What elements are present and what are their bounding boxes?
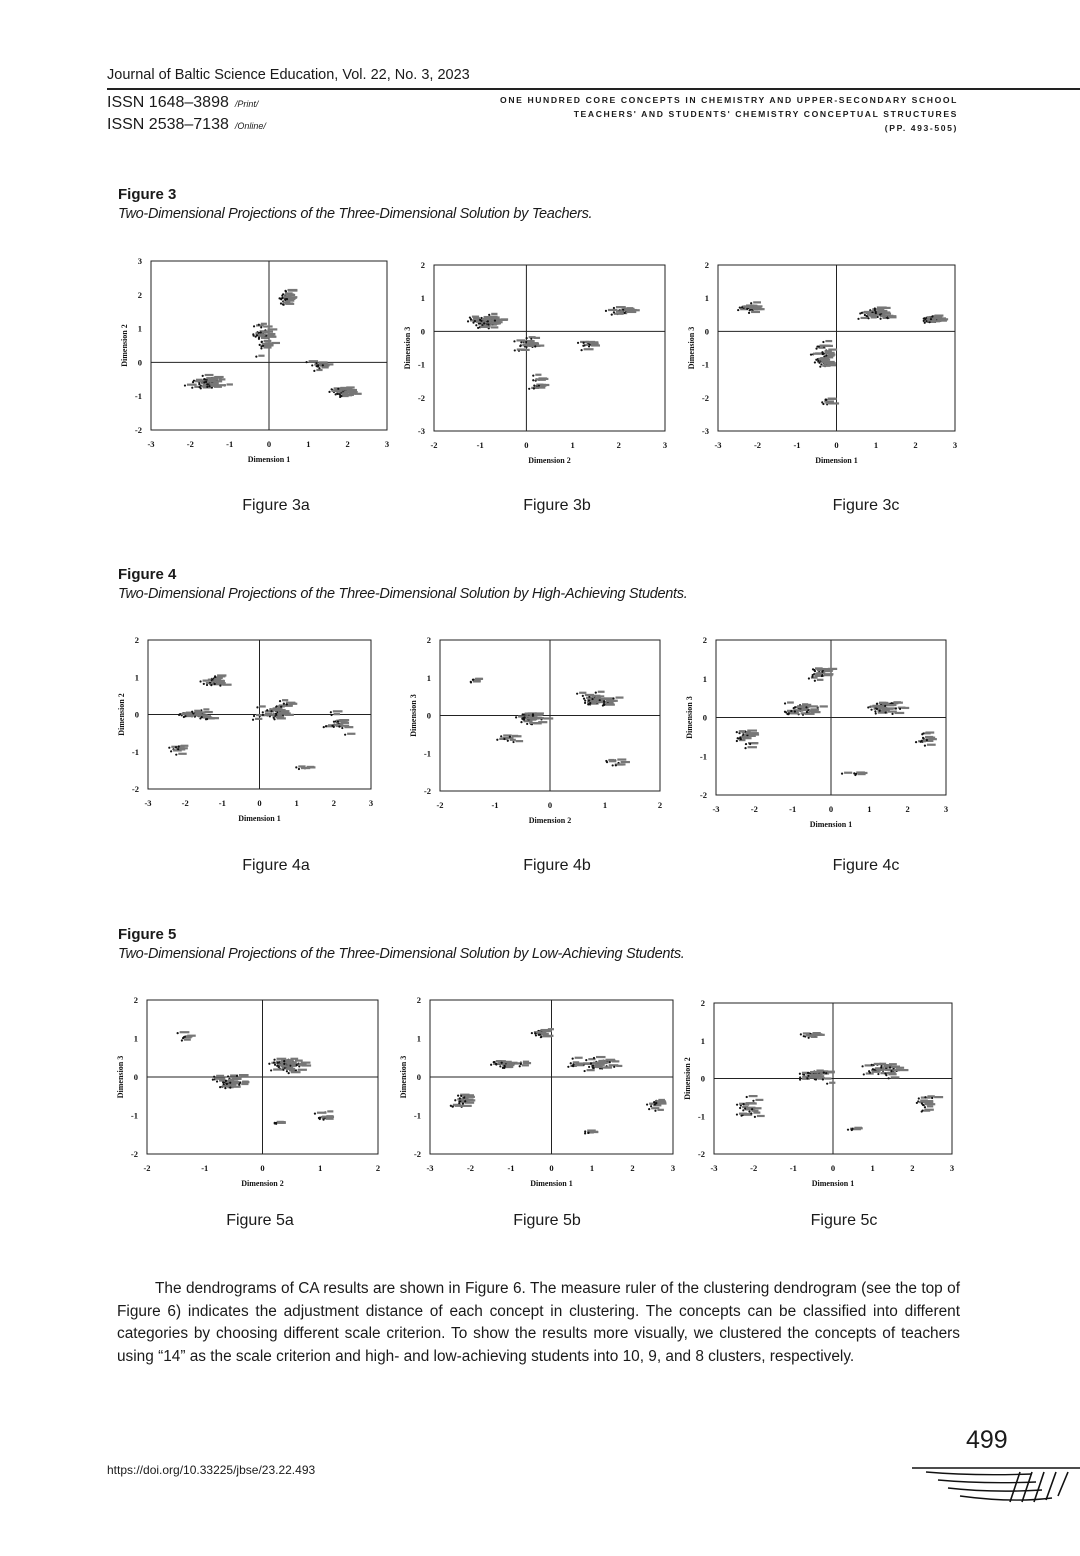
y-tick-label: -1 [423,748,431,759]
y-tick-label: 1 [700,1035,705,1046]
scatter-point [800,1033,802,1035]
x-tick-label: 3 [670,1163,676,1173]
running-title-line-2: TEACHERS' AND STUDENTS' CHEMISTRY CONCEPTUAL STRUCTURES [573,109,958,119]
y-tick-label: -2 [701,392,709,403]
y-tick-label: -1 [130,1110,138,1121]
point-label-mark [739,1113,747,1115]
figure-4-subtitle: Two-Dimensional Projections of the Three-Dimensional Solution by High-Achieving Students. [118,586,688,602]
scatter-point [736,1104,738,1106]
running-title-pages: (PP. 493-505) [884,123,958,133]
y-tick-label: 1 [134,672,139,683]
scatter-point [799,1076,801,1078]
y-axis-label: Dimension 3 [116,1055,125,1099]
point-label-mark [746,1102,756,1104]
scatter-point [736,1113,738,1115]
x-axis-label: Dimension 1 [815,456,858,465]
y-axis-label: Dimension 3 [403,326,412,370]
y-tick-label: -3 [417,426,425,436]
x-axis-label: Dimension 2 [528,816,572,825]
y-tick-label: -1 [134,391,142,402]
x-tick-label: -3 [712,804,720,814]
x-tick-label: 0 [834,440,839,450]
y-axis-label: Dimension 2 [683,1057,692,1100]
x-tick-label: 2 [630,1163,635,1173]
doi-link[interactable]: https://doi.org/10.33225/jbse/23.22.493 [107,1463,316,1477]
y-tick-label: 2 [133,995,138,1005]
figure-4c-caption: Figure 4c [832,857,900,874]
scatter-point [822,1078,824,1080]
scatter-point [890,1070,892,1072]
point-label-mark [757,1115,765,1117]
scatter-point [748,1111,750,1113]
scatter-point [823,1071,825,1073]
scatter-point [863,1073,865,1075]
y-tick-label: 1 [133,1033,138,1044]
scatter-point [885,1074,887,1076]
scatter-point [752,1100,754,1102]
x-tick-label: 3 [943,804,949,814]
y-tick-label: -1 [697,1111,705,1122]
x-tick-label: -1 [789,1163,797,1173]
y-tick-label: 0 [416,1072,421,1082]
point-label-mark [899,1069,909,1071]
y-tick-label: -2 [423,786,431,796]
y-tick-label: -2 [413,1149,421,1159]
figure-3-title: Figure 3 [118,186,177,203]
x-axis-label: Dimension 1 [809,820,853,829]
y-tick-label: 0 [700,1073,705,1084]
x-tick-label: 0 [524,440,529,450]
scatter-point [921,1110,923,1112]
x-tick-label: 1 [873,440,879,450]
point-label-mark [884,1064,893,1066]
x-tick-label: 1 [870,1163,875,1173]
y-axis-label: Dimension 2 [117,693,126,736]
x-axis-label: Dimension 1 [530,1179,573,1188]
x-tick-label: -2 [466,1163,475,1173]
x-tick-label: 0 [828,804,834,814]
issn-print-number: ISSN 1648–3898 [107,94,229,111]
scatter-point [754,1116,756,1118]
scatter-point [744,1108,746,1110]
scatter-point [826,1083,828,1085]
x-tick-label: 0 [547,800,553,810]
scatter-point [807,1075,809,1077]
x-tick-label: 1 [867,804,872,814]
x-tick-label: 1 [602,800,608,810]
x-tick-label: -1 [507,1163,515,1173]
y-tick-label: 2 [420,260,425,270]
point-label-mark [810,1071,819,1073]
x-tick-label: 2 [375,1163,381,1173]
x-tick-label: -1 [201,1163,209,1173]
scatter-point [847,1129,849,1131]
x-tick-label: 3 [368,798,374,808]
scatter-point [808,1037,810,1039]
issn-print-suffix: /Print/ [234,99,259,109]
point-label-mark [749,1095,758,1097]
x-tick-label: 2 [616,440,621,450]
point-label-mark [825,1077,832,1079]
x-tick-label: 1 [318,1163,323,1173]
y-tick-label: 2 [700,998,705,1008]
figure-3a-caption: Figure 3a [242,497,310,514]
scatter-point [799,1079,801,1081]
scatter-point [803,1035,805,1037]
x-tick-label: 2 [905,804,910,814]
x-tick-label: -2 [186,439,194,449]
point-label-mark [810,1076,819,1078]
y-tick-label: -2 [131,784,139,794]
figure-5a-caption: Figure 5a [226,1212,294,1229]
y-axis-label: Dimension 2 [120,324,129,367]
body-paragraph [117,1278,960,1369]
y-axis-label: Dimension 3 [399,1055,408,1099]
x-tick-label: -2 [750,804,758,814]
page-number: 499 [966,1426,1008,1454]
scatter-point [918,1097,920,1099]
point-label-mark [754,1107,761,1109]
x-tick-label: 1 [294,798,299,808]
x-tick-label: 1 [570,440,575,450]
scatter-point [746,1096,748,1098]
y-tick-label: 0 [426,710,431,721]
x-axis-label: Dimension 1 [811,1179,855,1188]
figure-4a-caption: Figure 4a [242,857,310,874]
scatter-point [871,1064,873,1066]
x-tick-label: 0 [266,439,272,449]
x-tick-label: -2 [143,1163,151,1173]
point-label-mark [927,1105,933,1107]
x-tick-label: -2 [750,1163,758,1173]
figure-5-subtitle: Two-Dimensional Projections of the Three-Dimensional Solution by Low-Achieving Students. [118,946,685,962]
y-tick-label: -1 [417,359,425,370]
point-label-mark [812,1032,820,1034]
x-tick-label: -3 [710,1163,718,1173]
scatter-point [739,1107,741,1109]
x-tick-label: 0 [260,1163,265,1173]
body-paragraph-text: The dendrograms of CA results are shown in Figure 6. The measure ruler of the clustering dendrogram (see the top of Figure 6) indicates the adjustment distance of each concept in clustering. The concepts can be classified into different categories by choosing different scale criterion. To show the results more visually, we clustered the concepts of teachers using “14” as the scale criterion and high- and low-achieving students into 10, 9, and 8 clusters, respectively. [117,1280,960,1366]
scatter-point [888,1077,890,1079]
y-tick-label: -3 [701,426,709,436]
y-tick-label: 3 [137,256,142,266]
x-tick-label: 1 [306,439,311,449]
y-tick-label: 2 [134,635,139,645]
point-label-mark [888,1073,896,1075]
scatter-point [931,1097,933,1099]
x-axis-label: Dimension 2 [528,456,571,465]
y-axis-label: Dimension 3 [685,696,694,739]
y-tick-label: 1 [702,673,707,684]
journal-title: Journal of Baltic Science Education, Vol. 22, No. 3, 2023 [107,67,470,83]
figure-5c-caption: Figure 5c [810,1212,878,1229]
issn-online-suffix: /Online/ [234,121,266,131]
x-tick-label: -3 [147,439,155,449]
x-tick-label: -3 [426,1163,434,1173]
y-tick-label: 0 [704,326,709,337]
scatter-point [921,1102,923,1104]
x-tick-label: -2 [436,800,444,810]
scatter-point [880,1065,882,1067]
y-tick-label: 0 [420,326,425,337]
y-tick-label: 2 [137,289,142,300]
y-tick-label: 2 [416,995,421,1005]
x-tick-label: -2 [753,440,762,450]
point-label-mark [872,1071,880,1073]
issn-online-number: ISSN 2538–7138 [107,116,229,133]
x-tick-label: 0 [830,1163,836,1173]
y-tick-label: 2 [702,635,707,645]
y-tick-label: -2 [697,1149,705,1159]
y-tick-label: -2 [130,1149,138,1159]
x-tick-label: 3 [384,439,390,449]
y-axis-label: Dimension 3 [409,694,418,737]
scatter-point [807,1072,809,1074]
point-label-mark [806,1034,816,1036]
scatter-point [924,1106,926,1108]
x-tick-label: -3 [144,798,152,808]
x-tick-label: 2 [910,1163,915,1173]
scatter-point [799,1073,801,1075]
point-label-mark [828,1071,835,1073]
x-tick-label: 0 [549,1163,554,1173]
figure-5b-caption: Figure 5b [513,1212,581,1229]
y-tick-label: 0 [702,712,707,723]
x-axis-label: Dimension 1 [247,455,291,464]
x-tick-label: -3 [714,440,722,450]
scatter-point [916,1102,918,1104]
x-tick-label: -2 [181,798,189,808]
x-tick-label: 2 [913,440,918,450]
x-axis-label: Dimension 2 [241,1179,284,1188]
point-label-mark [934,1096,943,1098]
y-tick-label: 0 [134,709,139,720]
scatter-point [815,1078,817,1080]
scatter-point [924,1096,926,1098]
x-tick-label: 2 [657,800,663,810]
figure-4b-caption: Figure 4b [523,857,591,874]
x-tick-label: 3 [662,440,668,450]
scatter-point [825,1072,827,1074]
y-tick-label: -1 [413,1110,421,1121]
x-tick-label: -1 [226,439,234,449]
point-label-mark [874,1063,881,1065]
scatter-point [869,1072,871,1074]
figure-5-title: Figure 5 [118,926,177,943]
point-label-mark [892,1065,900,1067]
x-tick-label: -2 [430,440,438,450]
scatter-point [861,1065,863,1067]
y-tick-label: -1 [701,359,709,370]
y-tick-label: 0 [133,1072,138,1082]
scatter-point [877,1073,879,1075]
scatter-point [751,1108,753,1110]
figure-4-title: Figure 4 [118,566,177,583]
x-tick-label: 1 [589,1163,595,1173]
y-axis-label: Dimension 3 [687,326,696,370]
point-label-mark [924,1101,933,1103]
x-tick-label: -1 [491,800,499,810]
point-label-mark [891,1076,900,1078]
point-label-mark [927,1095,934,1097]
y-tick-label: -1 [699,751,707,762]
x-tick-label: 2 [331,798,336,808]
journal-wave-logo [912,1466,1080,1506]
x-tick-label: 3 [952,440,958,450]
x-tick-label: 2 [345,439,350,449]
point-label-mark [854,1128,861,1130]
scatter-point [750,1112,752,1114]
point-label-mark [893,1069,899,1071]
point-label-mark [924,1110,931,1112]
y-tick-label: 1 [420,293,425,304]
scatter-point [889,1066,891,1068]
y-tick-label: -2 [699,790,707,800]
running-title-line-1: ONE HUNDRED CORE CONCEPTS IN CHEMISTRY AND UPPER-SECONDARY SCHOOL [500,95,958,105]
scatter-point [742,1109,744,1111]
y-tick-label: 2 [704,260,709,270]
scatter-point [742,1103,744,1105]
x-tick-label: -1 [218,798,226,808]
y-tick-label: 1 [416,1033,421,1044]
x-tick-label: 0 [257,798,262,808]
y-tick-label: -2 [134,425,142,435]
point-label-mark [810,1074,820,1076]
x-axis-label: Dimension 1 [238,814,281,823]
y-tick-label: 1 [426,672,431,683]
x-tick-label: -1 [789,804,797,814]
point-label-mark [829,1082,835,1084]
y-tick-label: 1 [137,323,142,334]
figure-3-subtitle: Two-Dimensional Projections of the Three-Dimensional Solution by Teachers. [118,206,593,222]
y-tick-label: -1 [131,746,139,757]
y-tick-label: 2 [426,635,431,645]
x-tick-label: 3 [949,1163,955,1173]
y-tick-label: 1 [704,293,709,304]
point-label-mark [753,1112,760,1114]
scatter-point [806,1077,808,1079]
y-tick-label: -2 [417,392,425,403]
x-tick-label: -1 [476,440,484,450]
scatter-point [851,1129,853,1131]
y-tick-label: 0 [137,357,142,368]
figure-3c-caption: Figure 3c [832,497,900,514]
point-label-mark [755,1099,763,1101]
figure-3b-caption: Figure 3b [523,497,591,514]
x-tick-label: -1 [793,440,801,450]
